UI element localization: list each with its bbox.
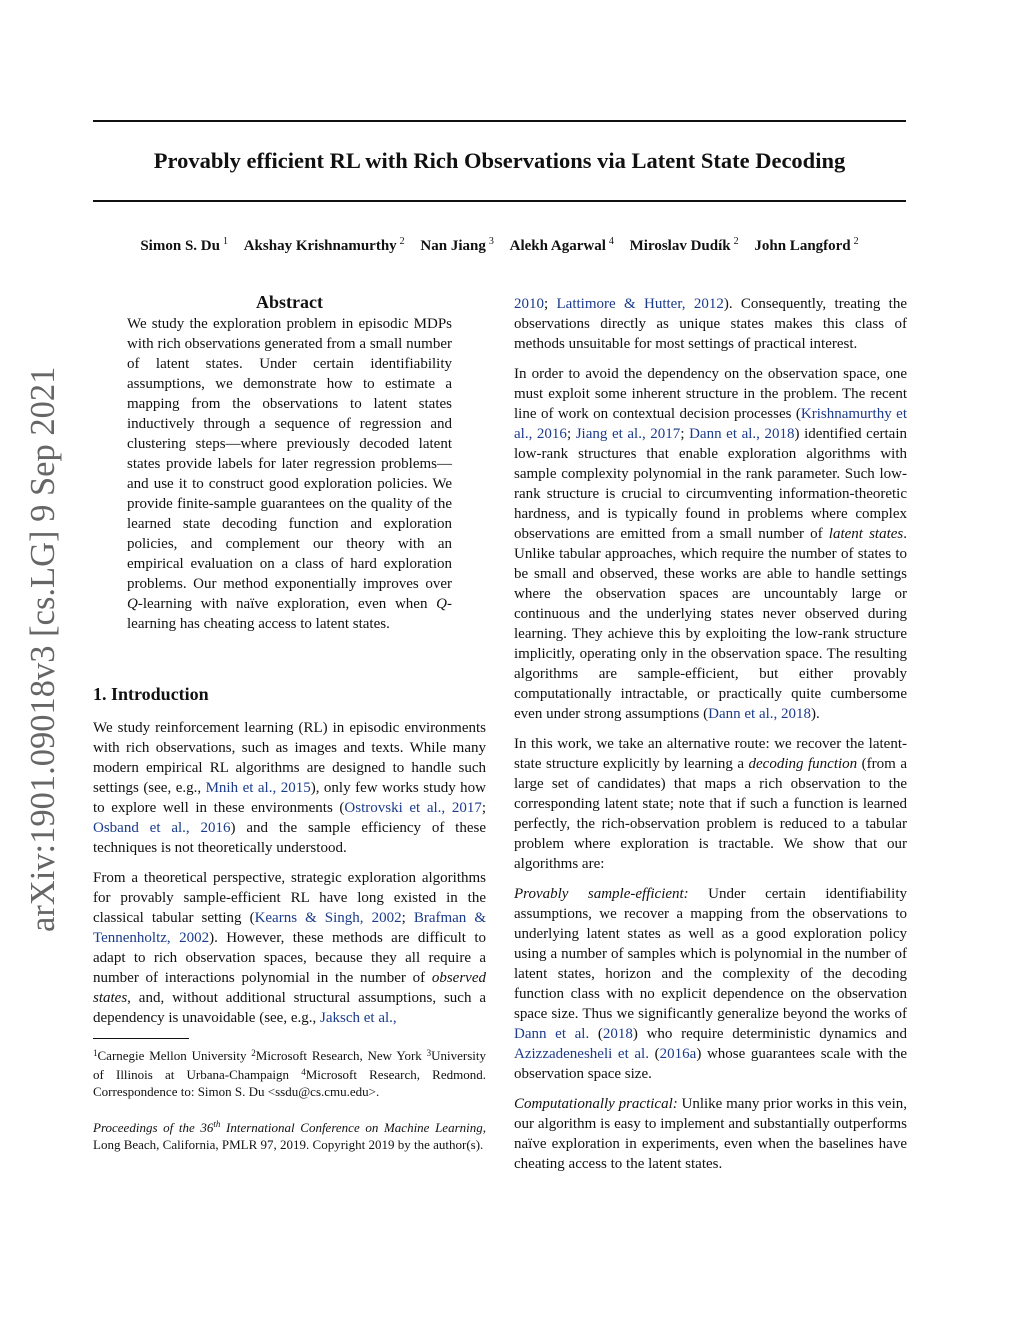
- citation-link[interactable]: Dann et al.: [514, 1026, 590, 1042]
- contribution-sample-efficient: Provably sample-efficient: Under certain identifiability assumptions, we recover a mapping from the observations to underlying latent states as well as a good exploration policy using a number of samples which is polynomial in the number of latent states, horizon and the complexity of the decoding function class with no explicit dependence on the observation space size. Thus we significantly generalize beyond the works of Dann et al. (2018) who require deterministic dynamics and Azizzadenesheli et al. (2016a) whose guarantees scale with the observation space size.: [514, 886, 908, 1082]
- abstract-heading: Abstract: [256, 292, 323, 312]
- author: Akshay Krishnamurthy $^2$: [243, 236, 405, 254]
- citation-link[interactable]: Lattimore & Hutter, 2012: [556, 296, 724, 312]
- q-symbol: Q: [127, 596, 138, 612]
- intro-paragraph-1: We study reinforcement learning (RL) in episodic environments with rich observations, such as images and texts. While many modern empirical RL algorithms are designed to handle such settings (see, e.g., Mnih et al., 2015), only few works study how to explore well in these environments (Ostrovski et al., 2017; Osband et al., 2016) and the sample efficiency of these techniques is not theoretically understood.: [93, 720, 487, 856]
- author: John Langford $^2$: [754, 236, 859, 254]
- citation-link[interactable]: Dann et al., 2018: [708, 706, 812, 722]
- citation-link[interactable]: Osband et al., 2016: [93, 820, 231, 836]
- citation-link[interactable]: Krishnamurthy et al., 2016: [514, 406, 907, 442]
- affiliation-mark: 4: [608, 236, 614, 247]
- intro-paragraph-2-continued: 2010; Lattimore & Hutter, 2012). Consequently, treating the observations directly as unique states makes this class of methods unsuitable for most settings of practical interest.: [514, 296, 908, 352]
- affiliation-mark: 2: [853, 236, 859, 247]
- abstract-body: We study the exploration problem in episodic MDPs with rich observations generated from a small number of latent states. Under certain identifiability assumptions, we demonstrate how to estimate a mapping from the observations to latent states inductively through a sequence of regression and clustering steps—where previously decoded latent states provide labels for later regression problems—and use it to construct good exploration policies. We provide finite-sample guarantees on the quality of the learned state decoding function and exploration policies, and complement our theory with an empirical evaluation on a class of hard exploration problems. Our method exponentially improves over Q-learning with naïve exploration, even when Q-learning has cheating access to latent states.: [127, 316, 452, 632]
- title-top-rule: [93, 120, 906, 122]
- paper-title: Provably efficient RL with Rich Observations via Latent State Decoding: [153, 148, 846, 173]
- author: Simon S. Du $^1$: [140, 236, 228, 254]
- proceedings-note: Proceedings of the 36th International Conference on Machine Learning, Long Beach, California, PMLR 97, 2019. Copyright 2019 by the author(s).: [93, 1119, 486, 1152]
- citation-link[interactable]: Azizzadenesheli et al.: [514, 1046, 649, 1062]
- section-heading-introduction: 1. Introduction: [93, 684, 209, 704]
- contribution-computationally-practical: Computationally practical: Unlike many prior works in this vein, our algorithm is easy to implement and substantially outperforms naïve exploration in experiments, even when the baselines have cheating access to the latent states.: [514, 1096, 907, 1172]
- author: Alekh Agarwal $^4$: [509, 236, 614, 254]
- right-column: [514, 294, 907, 1174]
- citation-link[interactable]: Jaksch et al.,: [320, 1010, 397, 1026]
- citation-link[interactable]: Dann et al., 2018: [689, 426, 795, 442]
- affiliation-mark: 3: [488, 236, 494, 247]
- affiliations-footnote: $^1$Carnegie Mellon University $^2$Microsoft Research, New York $^3$University of Illinois at Urbana-Champaign $^4$Microsoft Research, Redmond. Correspondence to: Simon S. Du <ssdu@cs.cmu.edu>.: [93, 1048, 487, 1099]
- intro-paragraph-4: In this work, we take an alternative route: we recover the latent-state structure explicitly by learning a decoding function (from a large set of candidates) that maps a rich observation to the corresponding latent state; note that if such a function is learned perfectly, the rich-observation problem is reduced to a tabular problem where exploration is tractable. We show that our algorithms are:: [514, 736, 907, 872]
- arxiv-identifier: [14, 366, 72, 932]
- footnote-rule: [93, 1038, 189, 1039]
- affiliation-mark: 2: [733, 236, 739, 247]
- affiliation-mark: 2: [399, 236, 405, 247]
- author-list: [93, 236, 906, 255]
- citation-link[interactable]: Brafman & Tennenholtz, 2002: [93, 910, 486, 946]
- citation-link[interactable]: Jiang et al., 2017: [575, 426, 681, 442]
- citation-link[interactable]: Mnih et al., 2015: [205, 780, 311, 796]
- intro-paragraph-3: In order to avoid the dependency on the observation space, one must exploit some inherent structure in the problem. The recent line of work on contextual decision processes (Krishnamurthy et al., 2016; Jiang et al., 2017; Dann et al., 2018) identified certain low-rank structures that enable exploration algorithms with sample complexity polynomial in the rank parameter. Such low-rank structure is crucial to circumventing information-theoretic hardness, and is typically found in problems where complex observations are emitted from a small number of latent states. Unlike tabular approaches, which require the number of states to be small and observed, these works are able to handle settings where the observation spaces are uncountably large or continuous and the underlying states never observed during learning. They achieve this by exploiting the low-rank structure implicitly, operating only in the observation space. The resulting algorithms are sample-efficient, but either provably computationally intractable, or practically quite cumbersome even under strong assumptions (Dann et al., 2018).: [514, 366, 908, 722]
- author: Nan Jiang $^3$: [420, 236, 494, 254]
- author: Miroslav Dudík $^2$: [629, 236, 739, 254]
- citation-link[interactable]: 2016a: [659, 1046, 697, 1062]
- title-bottom-rule: [93, 200, 906, 202]
- citation-link[interactable]: Kearns & Singh, 2002: [254, 910, 402, 926]
- citation-link[interactable]: 2018: [602, 1026, 633, 1042]
- arxiv-identifier-text: arXiv:1901.09018v3 [cs.LG] 9 Sep 2021: [24, 366, 62, 932]
- citation-link[interactable]: Ostrovski et al., 2017: [344, 800, 482, 816]
- intro-paragraph-2: From a theoretical perspective, strategic exploration algorithms for provably sample-efficient RL have long existed in the classical tabular setting (Kearns & Singh, 2002; Brafman & Tennenholtz, 2002). However, these methods are difficult to adapt to rich observation spaces, because they all require a number of interactions polynomial in the number of observed states, and, without additional structural assumptions, such a dependency is unavoidable (see, e.g., Jaksch et al.,: [93, 870, 486, 1026]
- citation-link[interactable]: 2010: [514, 296, 544, 312]
- affiliation-mark: 1: [222, 236, 228, 247]
- left-column: [93, 290, 486, 1153]
- q-symbol: Q: [436, 596, 447, 612]
